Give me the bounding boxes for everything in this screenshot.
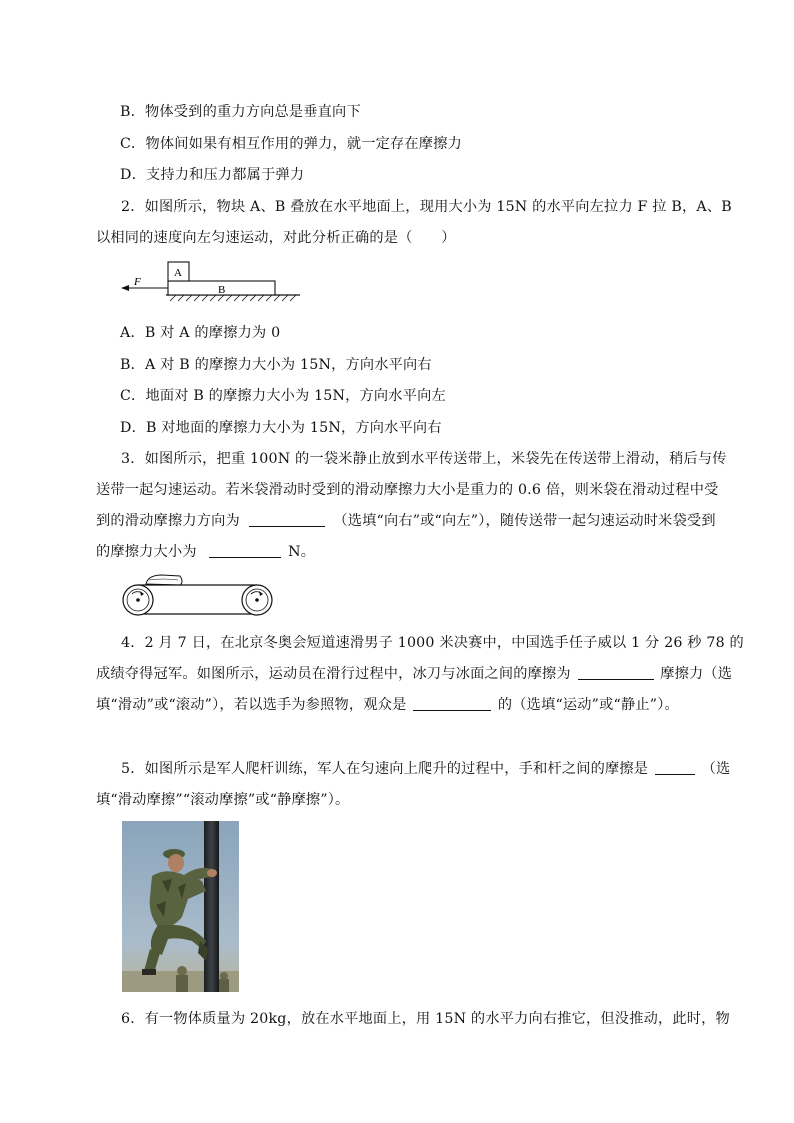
q2-stem-line2: 以相同的速度向左匀速运动，对此分析正确的是（ ） (96, 230, 456, 246)
q4-line2 (96, 663, 732, 683)
q4-line3-text-b: 的（选填“运动”或“静止”）。 (497, 697, 679, 713)
ground-hatching (170, 295, 296, 301)
q3-line3-text-a: 到的滑动摩擦力方向为 (96, 513, 240, 529)
q4-line2-text-b: 摩擦力（选 (660, 666, 733, 682)
q4-blank-motion-state[interactable] (413, 696, 491, 711)
q2-option-c: C．地面对 B 的摩擦力大小为 15N，方向水平向左 (120, 388, 446, 404)
q3-blank-friction[interactable] (209, 543, 281, 558)
q3-conveyor-figure (118, 570, 276, 618)
q4-line3 (96, 694, 679, 714)
q5-line1-text-b: （选 (701, 761, 731, 777)
q1-option-c: C．物体间如果有相互作用的弹力，就一定存在摩擦力 (120, 136, 462, 152)
label-f: F (134, 276, 141, 288)
q4-line3-text-a: 填“滑动”或“滚动”），若以选手为参照物，观众是 (96, 697, 407, 713)
q5-soldier-photo (122, 821, 239, 992)
force-arrow-head (121, 285, 129, 291)
q5-line1 (121, 758, 730, 778)
q3-line4 (96, 541, 315, 561)
q2-block-figure (118, 258, 308, 302)
q2-option-a: A．B 对 A 的摩擦力为 0 (120, 325, 281, 341)
q6-line1: 6．有一物体质量为 20kg，放在水平地面上，用 15N 的水平力向右推它，但没推动，此时，物 (121, 1011, 730, 1027)
q2-option-b: B．A 对 B 的摩擦力大小为 15N，方向水平向右 (120, 357, 432, 373)
q5-line2: 填“滑动摩擦”“滚动摩擦”或“静摩擦”）。 (96, 792, 350, 808)
q4-line1: 4．2 月 7 日，在北京冬奥会短道速滑男子 1000 米决赛中，中国选手任子威以 1 分 26 秒 78 的 (121, 635, 744, 651)
q2-option-d: D．B 对地面的摩擦力大小为 15N，方向水平向右 (120, 420, 442, 436)
q2-stem-line1: 2．如图所示，物块 A、B 叠放在水平地面上，现用大小为 15N 的水平向左拉力 F 拉 B，A、B (121, 199, 732, 215)
q3-line3-text-b: （选填“向右”或“向左”），随传送带一起匀速运动时米袋受到 (333, 513, 716, 529)
q4-blank-friction-type[interactable] (578, 665, 654, 680)
label-b: B (218, 284, 226, 296)
q3-line4-text-b: N。 (288, 544, 316, 560)
pole (204, 821, 219, 992)
q3-line3 (96, 510, 716, 530)
q4-line2-text-a: 成绩夺得冠军。如图所示，运动员在滑行过程中，冰刀与冰面之间的摩擦为 (96, 666, 571, 682)
q1-option-b: B．物体受到的重力方向总是垂直向下 (120, 104, 361, 120)
label-a: A (174, 267, 182, 279)
q3-blank-direction[interactable] (249, 512, 325, 527)
q5-blank-friction-type[interactable] (655, 760, 695, 775)
q3-line4-text-a: 的摩擦力大小为 (96, 544, 197, 560)
q1-option-d: D．支持力和压力都属于弹力 (120, 167, 305, 183)
q5-line1-text-a: 5．如图所示是军人爬杆训练，军人在匀速向上爬升的过程中，手和杆之间的摩擦是 (121, 761, 649, 777)
q3-line2: 送带一起匀速运动。若米袋滑动时受到的滑动摩擦力大小是重力的 0.6 倍，则米袋在滑动过程中受 (96, 482, 719, 498)
q3-line1: 3．如图所示，把重 100N 的一袋米静止放到水平传送带上，米袋先在传送带上滑动，稍后与传 (121, 451, 727, 467)
